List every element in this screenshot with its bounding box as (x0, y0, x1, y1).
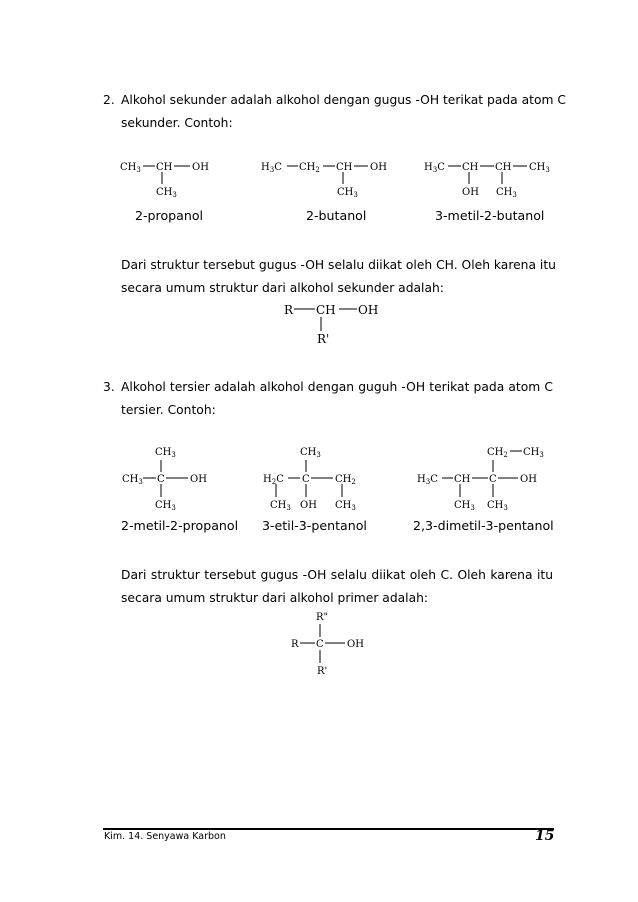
structure-2-3-dimetil-3-pentanol (412, 442, 552, 512)
group-label: R' (317, 332, 330, 346)
compound-name: 2-metil-2-propanol (121, 518, 239, 533)
group-label: OH (370, 162, 387, 173)
group-label: $CH_3$ (487, 500, 508, 512)
footer-text: Kim. 14. Senyawa Karbon (104, 831, 226, 842)
group-label: OH (520, 474, 537, 485)
group-label: $CH_2$ (299, 162, 320, 174)
group-label: $CH_3$ (523, 447, 544, 459)
group-label: C (302, 474, 310, 485)
page-number: 15 (535, 828, 555, 844)
section3-paragraph (121, 376, 553, 422)
section2-conclusion (121, 254, 556, 300)
group-label: CH (454, 474, 471, 485)
group-label: C (316, 639, 324, 650)
text-line: Alkohol sekunder adalah alkohol dengan gugus -OH terikat pada atom C (121, 93, 566, 107)
group-label: OH (300, 500, 317, 511)
group-label: $CH_2$ (487, 447, 508, 459)
group-label: $CH_3$ (155, 447, 176, 459)
text-line: Dari struktur tersebut gugus -OH selalu diikat oleh C. Oleh karena itu (121, 568, 553, 582)
group-label: $CH_3$ (155, 500, 176, 512)
group-label: $CH_2$ (335, 474, 356, 486)
group-label: $CH_3$ (454, 500, 475, 512)
text-line: tersier. Contoh: (121, 403, 216, 417)
general-structure-secondary (280, 298, 390, 348)
group-label: $CH_3$ (496, 187, 517, 199)
group-label: $H_2C$ (263, 474, 284, 486)
group-label: CH (316, 303, 336, 317)
group-label: OH (190, 474, 207, 485)
group-label: CH (156, 162, 173, 173)
text-line: Dari struktur tersebut gugus -OH selalu diikat oleh CH. Oleh karena itu (121, 258, 556, 272)
footer-rule (103, 828, 554, 830)
group-label: R" (316, 612, 329, 623)
group-label: C (157, 474, 165, 485)
structure-3-metil-2-butanol (420, 150, 560, 200)
group-label: R (291, 639, 299, 650)
text-line: sekunder. Contoh: (121, 116, 233, 130)
text-line: secara umum struktur dari alkohol sekunder adalah: (121, 281, 444, 295)
group-label: $CH_3$ (122, 474, 143, 486)
text-line: secara umum struktur dari alkohol primer adalah: (121, 591, 429, 605)
group-label: $CH_3$ (337, 187, 358, 199)
text-line: Alkohol tersier adalah alkohol dengan guguh -OH terikat pada atom C (121, 380, 553, 394)
group-label: OH (347, 639, 364, 650)
group-label: OH (358, 303, 379, 317)
group-label: $H_3C$ (261, 162, 282, 174)
group-label: C (489, 474, 497, 485)
group-label: $CH_3$ (270, 500, 291, 512)
group-label: $CH_3$ (335, 500, 356, 512)
structure-2-metil-2-propanol (118, 442, 218, 512)
group-label: OH (462, 187, 479, 198)
compound-name: 3-etil-3-pentanol (262, 518, 367, 533)
list-number: 3. (103, 380, 115, 394)
group-label: CH (336, 162, 353, 173)
compound-name: 2-butanol (306, 208, 367, 223)
group-label: $H_3C$ (424, 162, 445, 174)
group-label: R' (317, 666, 328, 677)
section3-conclusion (121, 564, 553, 610)
section2-paragraph (121, 89, 566, 135)
group-label: R (284, 303, 294, 317)
compound-name: 3-metil-2-butanol (435, 208, 545, 223)
group-label: $CH_3$ (300, 447, 321, 459)
group-label: CH (462, 162, 479, 173)
structure-2-butanol (255, 150, 400, 200)
group-label: $CH_3$ (120, 162, 141, 174)
group-label: CH (495, 162, 512, 173)
structure-3-etil-3-pentanol (258, 442, 368, 512)
group-label: $CH_3$ (529, 162, 550, 174)
general-structure-tertiary (285, 608, 375, 680)
compound-name: 2-propanol (135, 208, 204, 223)
list-number: 2. (103, 93, 115, 107)
structure-2-propanol (110, 150, 220, 200)
group-label: $H_3C$ (417, 474, 438, 486)
compound-name: 2,3-dimetil-3-pentanol (413, 518, 554, 533)
group-label: $CH_3$ (156, 187, 177, 199)
group-label: OH (192, 162, 209, 173)
